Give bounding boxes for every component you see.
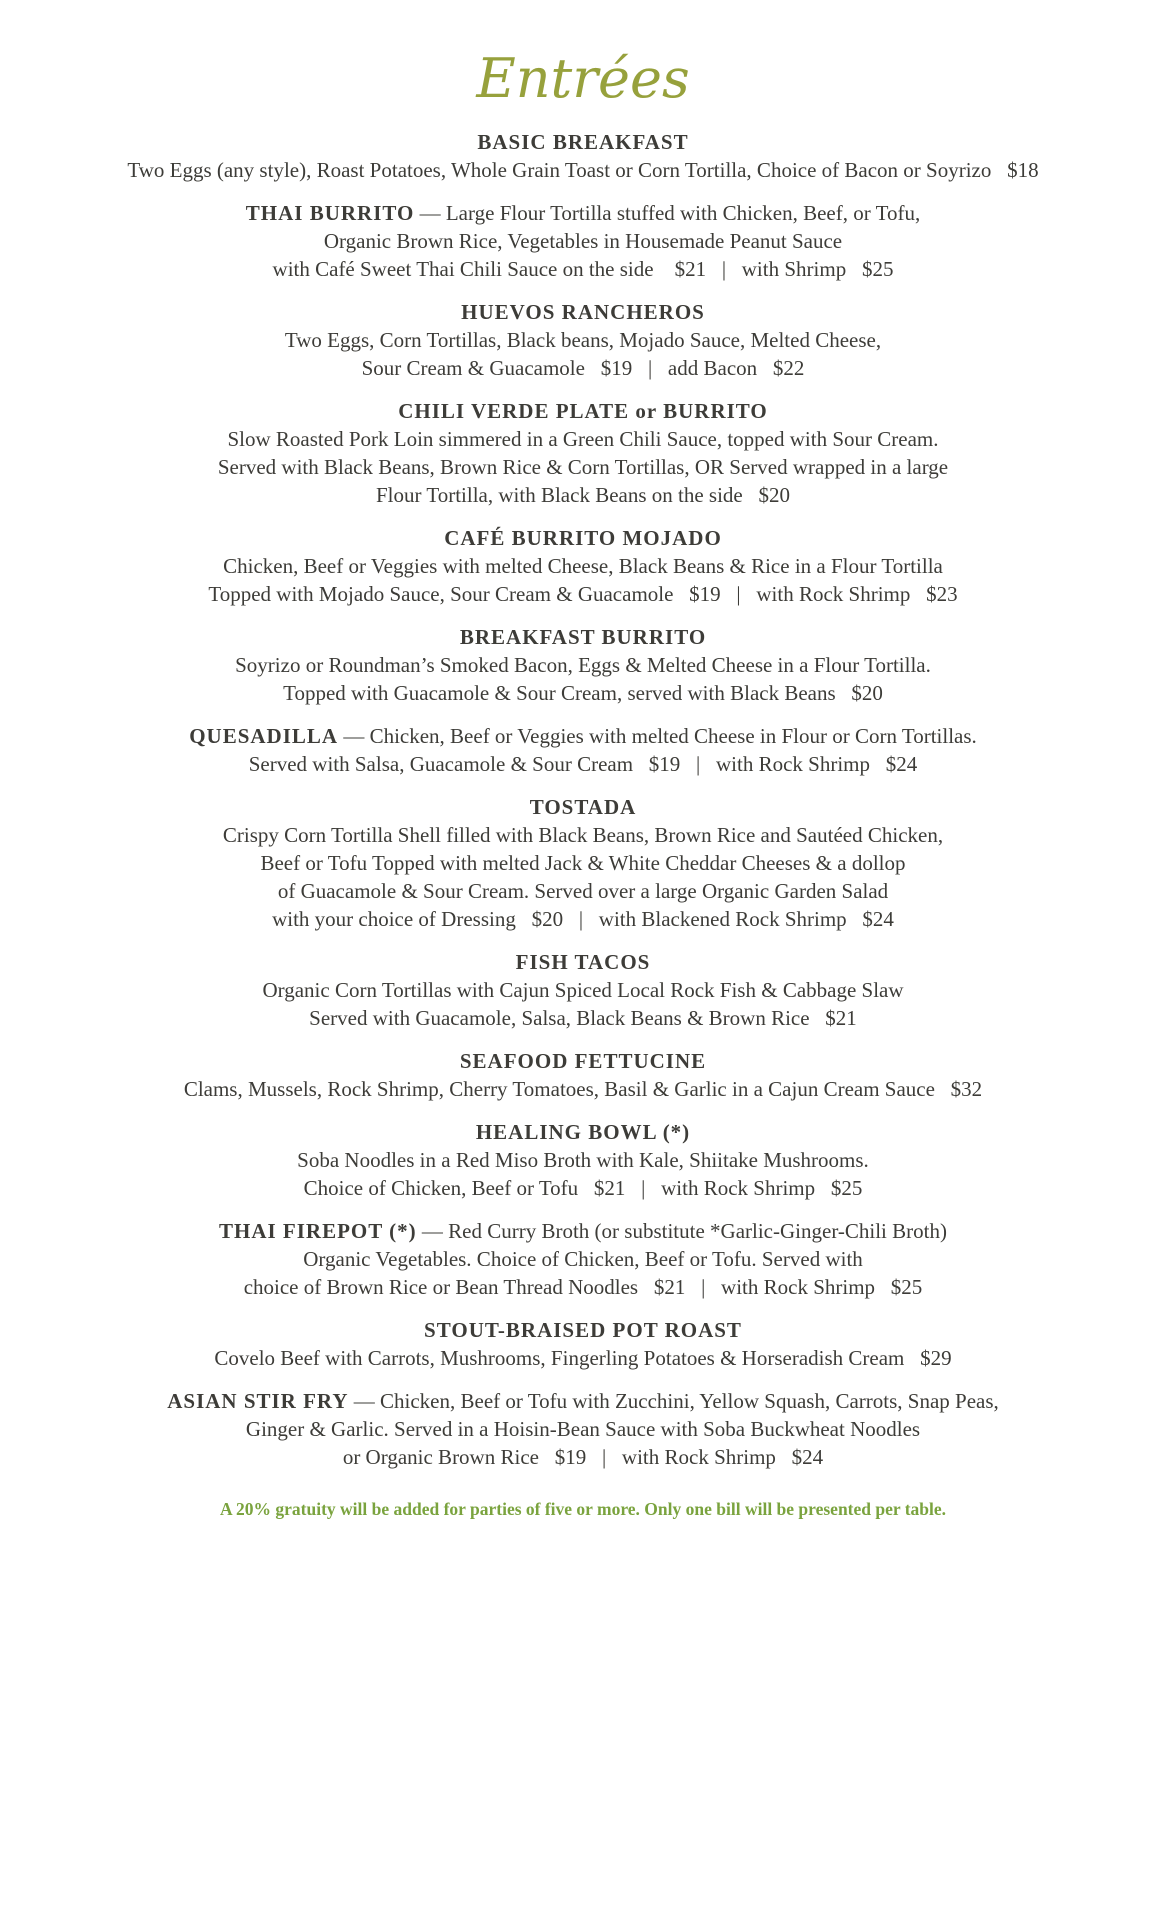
- menu-item-line: [50, 793, 1116, 821]
- menu-item-line: Slow Roasted Pork Loin simmered in a Green Chili Sauce, topped with Sour Cream.: [227, 427, 939, 451]
- menu-item-line: [50, 1047, 1116, 1075]
- menu-item: [50, 298, 1116, 382]
- menu-item-line: Flour Tortilla, with Black Beans on the side $20: [375, 483, 790, 507]
- menu-item-name: ASIAN STIR FRY: [167, 1389, 349, 1413]
- menu-item-line: Served with Black Beans, Brown Rice & Corn Tortillas, OR Served wrapped in a large: [217, 455, 949, 479]
- menu-item: [50, 1217, 1116, 1301]
- menu-item-line: THAI BURRITO — Large Flour Tortilla stuffed with Chicken, Beef, or Tofu,: [245, 201, 921, 225]
- menu-item-line: Chicken, Beef or Veggies with melted Cheese, Black Beans & Rice in a Flour Tortilla: [223, 554, 943, 578]
- menu-item-line: Topped with Guacamole & Sour Cream, served with Black Beans $20: [283, 681, 883, 705]
- menu-item-name: FISH TACOS: [515, 950, 651, 974]
- menu-item-line: with Café Sweet Thai Chili Sauce on the side $21 | with Shrimp $25: [272, 257, 894, 281]
- menu-item-line: Served with Guacamole, Salsa, Black Beans & Brown Rice $21: [309, 1006, 857, 1030]
- menu-item-line: QUESADILLA — Chicken, Beef or Veggies with melted Cheese in Flour or Corn Tortillas.: [189, 724, 977, 748]
- menu-item: [50, 722, 1116, 778]
- menu-item: [50, 397, 1116, 509]
- menu-item: [50, 524, 1116, 608]
- menu: [50, 128, 1116, 1471]
- menu-item: [50, 1316, 1116, 1372]
- menu-item: [50, 1118, 1116, 1202]
- menu-item: [50, 1047, 1116, 1103]
- menu-item-line: Ginger & Garlic. Served in a Hoisin-Bean Sauce with Soba Buckwheat Noodles: [245, 1417, 921, 1441]
- menu-item-line: [50, 397, 1116, 425]
- menu-item-name: BASIC BREAKFAST: [477, 130, 689, 154]
- menu-item: [50, 793, 1116, 933]
- menu-item-line: Beef or Tofu Topped with melted Jack & White Cheddar Cheeses & a dollop: [260, 851, 906, 875]
- menu-item-name: QUESADILLA: [189, 724, 339, 748]
- menu-item-line: with your choice of Dressing $20 | with Blackened Rock Shrimp $24: [272, 907, 894, 931]
- menu-item-line: THAI FIREPOT (*) — Red Curry Broth (or substitute *Garlic-Ginger-Chili Broth): [219, 1219, 947, 1243]
- menu-item-line: Soba Noodles in a Red Miso Broth with Kale, Shiitake Mushrooms.: [297, 1148, 869, 1172]
- menu-item-line: Organic Vegetables. Choice of Chicken, Beef or Tofu. Served with: [303, 1247, 863, 1271]
- menu-item-line: Sour Cream & Guacamole $19 | add Bacon $22: [361, 356, 805, 380]
- menu-item-line: Two Eggs, Corn Tortillas, Black beans, Mojado Sauce, Melted Cheese,: [284, 328, 882, 352]
- menu-item-line: Choice of Chicken, Beef or Tofu $21 | with Rock Shrimp $25: [303, 1176, 863, 1200]
- menu-item-line: Clams, Mussels, Rock Shrimp, Cherry Tomatoes, Basil & Garlic in a Cajun Cream Sauce $32: [183, 1077, 983, 1101]
- menu-item-name: TOSTADA: [529, 795, 637, 819]
- menu-item-name: CHILI VERDE PLATE or BURRITO: [398, 399, 768, 423]
- menu-item-line: Served with Salsa, Guacamole & Sour Cream $19 | with Rock Shrimp $24: [248, 752, 918, 776]
- menu-item-name: THAI BURRITO: [245, 201, 415, 225]
- menu-item-line: Topped with Mojado Sauce, Sour Cream & Guacamole $19 | with Rock Shrimp $23: [208, 582, 958, 606]
- menu-item-line: [50, 298, 1116, 326]
- menu-item-name: HEALING BOWL (*): [475, 1120, 691, 1144]
- menu-item-line: Two Eggs (any style), Roast Potatoes, Whole Grain Toast or Corn Tortilla, Choice of Bacon or Soyrizo $18: [127, 158, 1039, 182]
- menu-item-name: BREAKFAST BURRITO: [459, 625, 707, 649]
- menu-item-name: THAI FIREPOT (*): [219, 1219, 417, 1243]
- menu-item-line: Soyrizo or Roundman’s Smoked Bacon, Eggs & Melted Cheese in a Flour Tortilla.: [235, 653, 931, 677]
- menu-item-line: or Organic Brown Rice $19 | with Rock Shrimp $24: [342, 1445, 824, 1469]
- menu-item-line: [50, 948, 1116, 976]
- menu-item-line: Crispy Corn Tortilla Shell filled with Black Beans, Brown Rice and Sautéed Chicken,: [222, 823, 944, 847]
- menu-item-line: Covelo Beef with Carrots, Mushrooms, Fingerling Potatoes & Horseradish Cream $29: [214, 1346, 952, 1370]
- menu-item: [50, 199, 1116, 283]
- menu-item-line: [50, 1118, 1116, 1146]
- menu-item-line: [50, 128, 1116, 156]
- menu-item-line: [50, 623, 1116, 651]
- menu-item: [50, 1387, 1116, 1471]
- menu-item-line: Organic Corn Tortillas with Cajun Spiced Local Rock Fish & Cabbage Slaw: [262, 978, 904, 1002]
- menu-item-name: SEAFOOD FETTUCINE: [459, 1049, 707, 1073]
- menu-item-line: [50, 524, 1116, 552]
- menu-item-line: ASIAN STIR FRY — Chicken, Beef or Tofu with Zucchini, Yellow Squash, Carrots, Snap Peas,: [167, 1389, 999, 1413]
- menu-item: [50, 128, 1116, 184]
- menu-item-line: Organic Brown Rice, Vegetables in Housemade Peanut Sauce: [323, 229, 843, 253]
- menu-item-line: of Guacamole & Sour Cream. Served over a large Organic Garden Salad: [277, 879, 889, 903]
- menu-item: [50, 623, 1116, 707]
- page-title: Entrées: [476, 47, 690, 110]
- menu-item: [50, 948, 1116, 1032]
- menu-item-line: [50, 1316, 1116, 1344]
- gratuity-note: A 20% gratuity will be added for parties of five or more. Only one bill will be presented per table.: [219, 1499, 947, 1519]
- menu-item-name: CAFÉ BURRITO MOJADO: [444, 526, 722, 550]
- menu-item-name: HUEVOS RANCHEROS: [461, 300, 705, 324]
- menu-item-name: STOUT-BRAISED POT ROAST: [424, 1318, 742, 1342]
- menu-item-line: choice of Brown Rice or Bean Thread Noodles $21 | with Rock Shrimp $25: [243, 1275, 923, 1299]
